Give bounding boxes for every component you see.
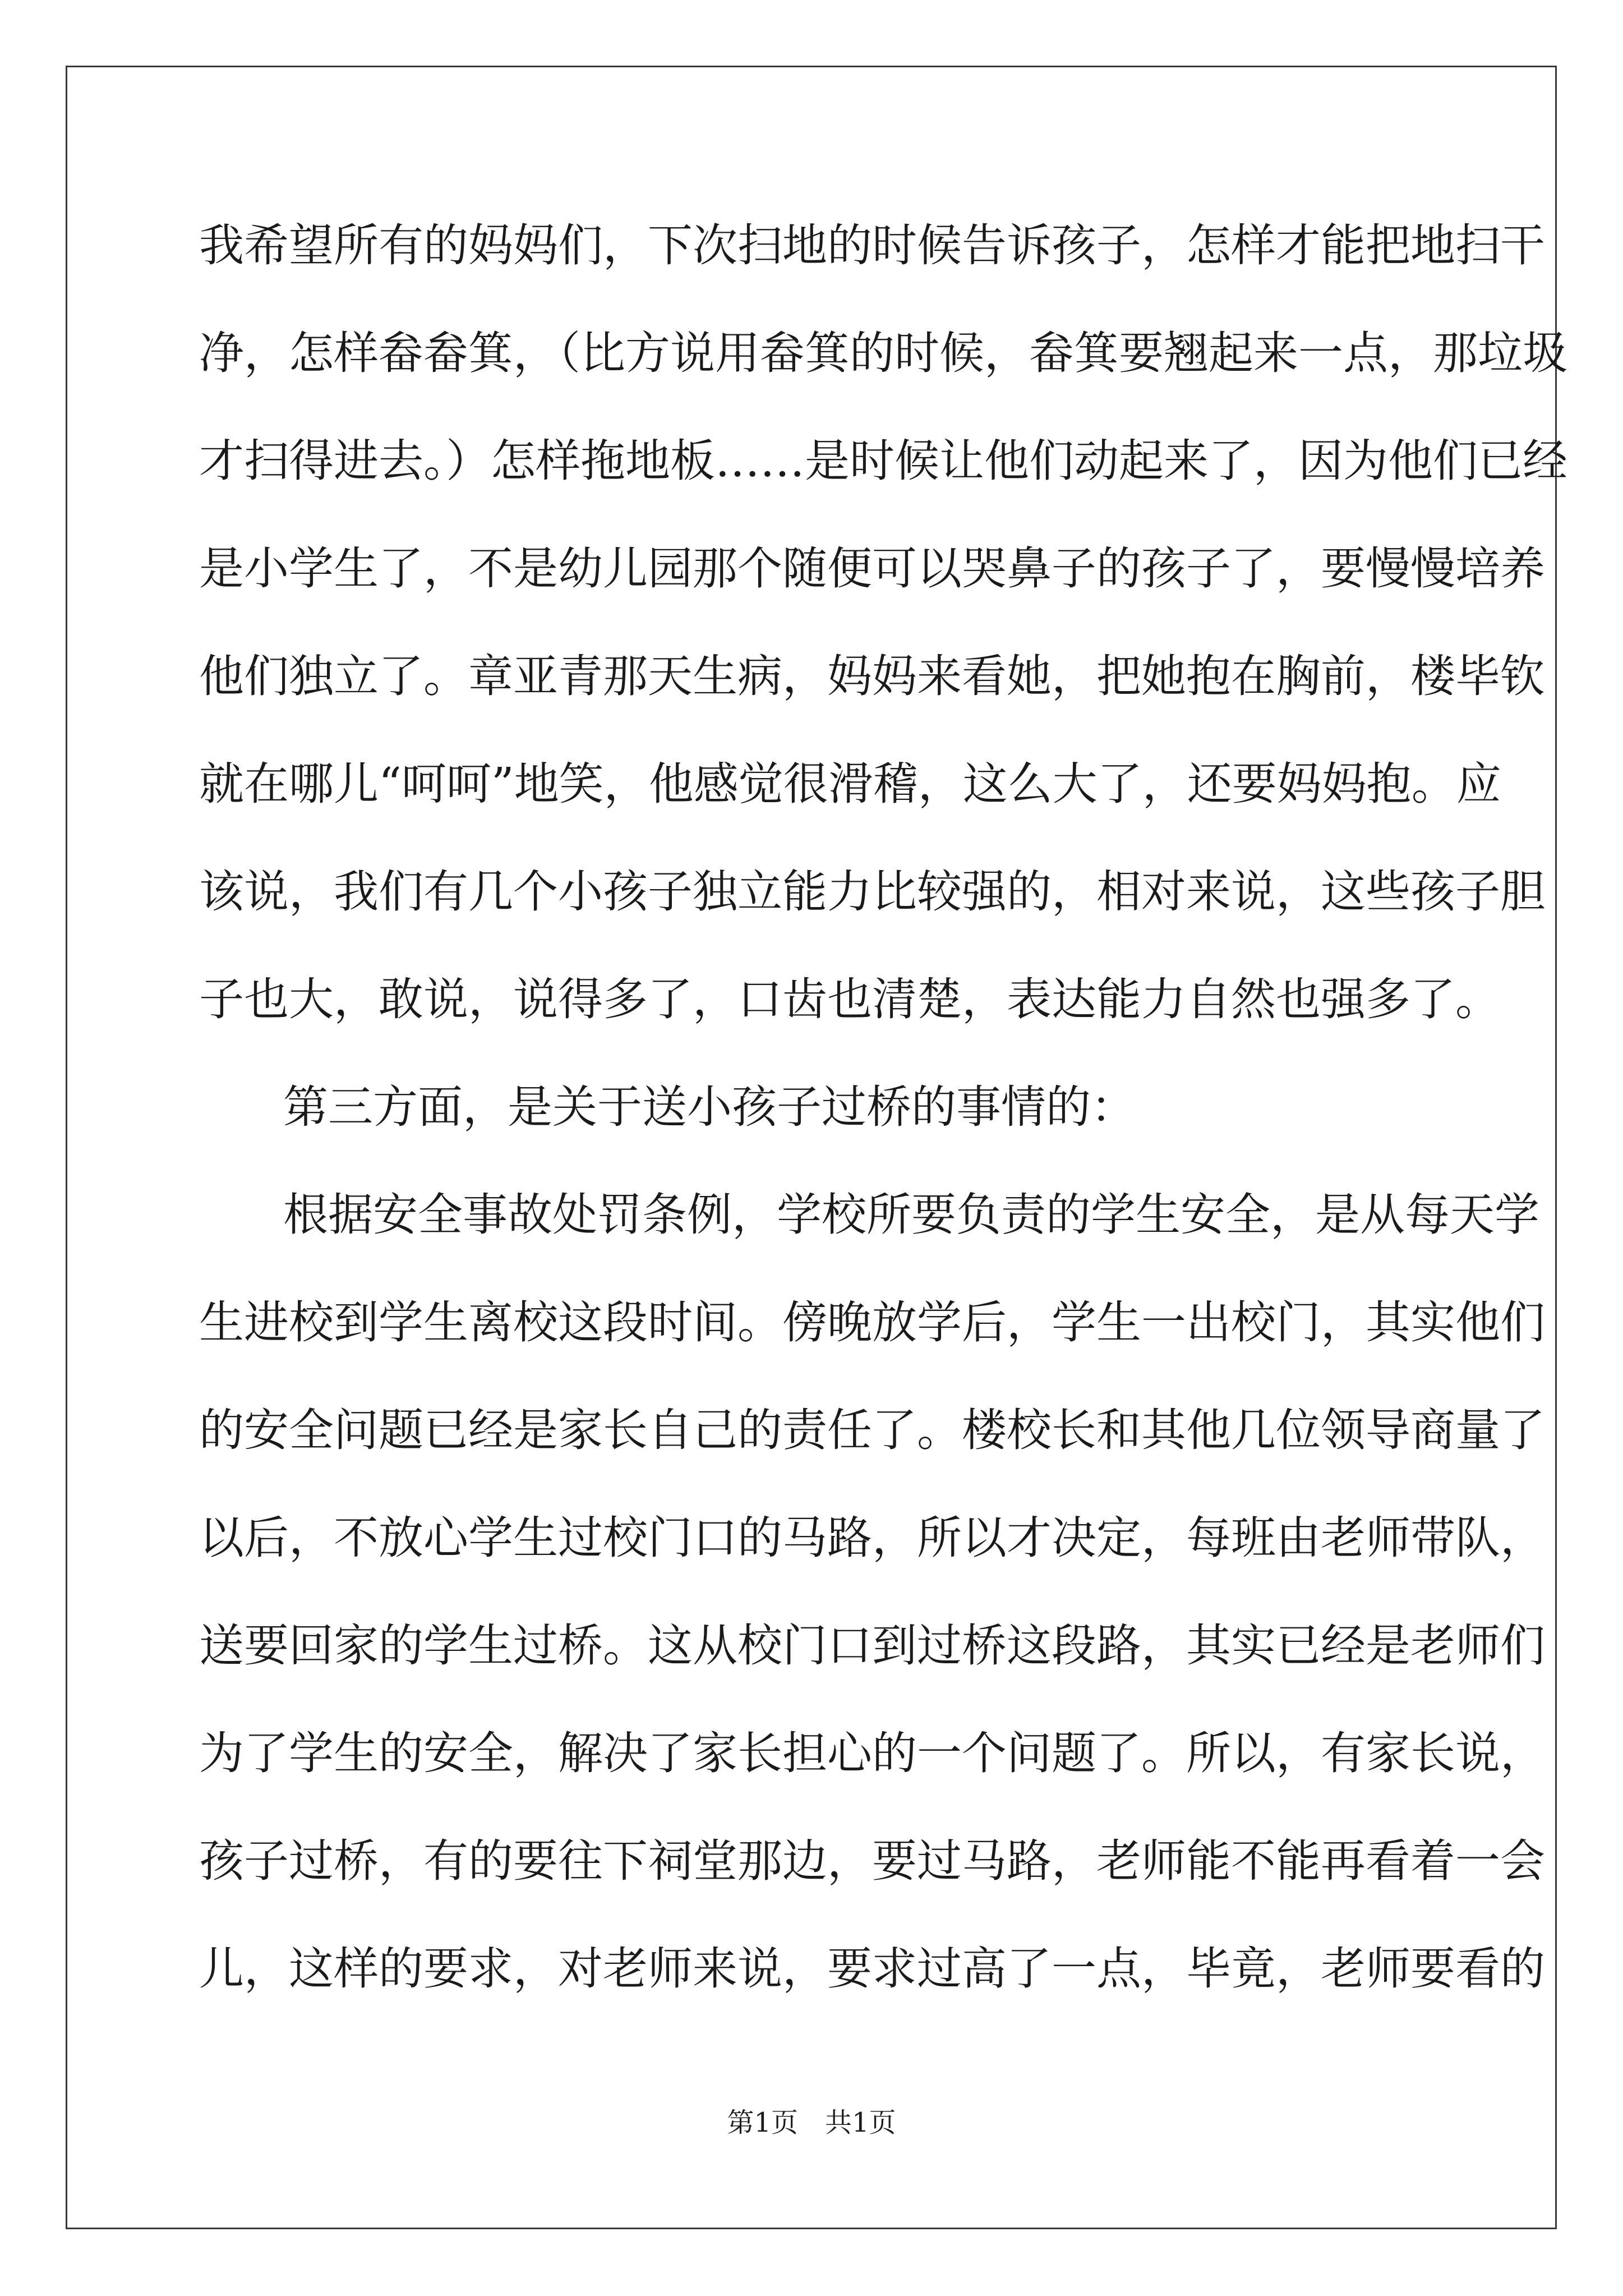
text-line: 儿，这样的要求，对老师来说，要求过高了一点，毕竟，老师要看的 <box>199 1943 1545 1995</box>
text-line: 的安全问题已经是家长自己的责任了。楼校长和其他几位领导商量了 <box>199 1404 1545 1456</box>
text-line: 他们独立了。章亚青那天生病，妈妈来看她，把她抱在胸前，楼毕钦 <box>199 650 1545 702</box>
text-line: 就在哪儿“呵呵”地笑，他感觉很滑稽，这么大了，还要妈妈抱。应 <box>199 758 1501 810</box>
text-line: 为了学生的安全，解决了家长担心的一个问题了。所以，有家长说， <box>199 1727 1545 1779</box>
text-line: 子也大，敢说，说得多了，口齿也清楚，表达能力自然也强多了。 <box>199 973 1500 1025</box>
text-line: 我希望所有的妈妈们，下次扫地的时候告诉孩子，怎样才能把地扫干 <box>199 219 1545 272</box>
text-line: 以后，不放心学生过校门口的马路，所以才决定，每班由老师带队， <box>199 1512 1545 1564</box>
text-line: 净，怎样畚畚箕，（比方说用畚箕的时候，畚箕要翘起来一点，那垃圾 <box>199 327 1567 379</box>
text-line: 生进校到学生离校这段时间。傍晚放学后，学生一出校门，其实他们 <box>199 1296 1545 1349</box>
page-footer: 第1页 共1页 <box>727 2107 896 2138</box>
document-body <box>199 214 1567 2045</box>
text-line: 是小学生了，不是幼儿园那个随便可以哭鼻子的孩子了，要慢慢培养 <box>199 542 1545 595</box>
paragraph-heading: 第三方面，是关于送小孩子过桥的事情的： <box>283 1081 1136 1133</box>
text-line: 送要回家的学生过桥。这从校门口到过桥这段路，其实已经是老师们 <box>199 1619 1545 1672</box>
text-line: 孩子过桥，有的要往下祠堂那边，要过马路，老师能不能再看着一会 <box>199 1835 1545 1887</box>
text-line: 根据安全事故处罚条例，学校所要负责的学生安全，是从每天学 <box>283 1189 1539 1241</box>
text-line: 该说，我们有几个小孩子独立能力比较强的，相对来说，这些孩子胆 <box>199 866 1545 918</box>
text-line: 才扫得进去。）怎样拖地板……是时候让他们动起来了，因为他们已经 <box>199 435 1567 487</box>
